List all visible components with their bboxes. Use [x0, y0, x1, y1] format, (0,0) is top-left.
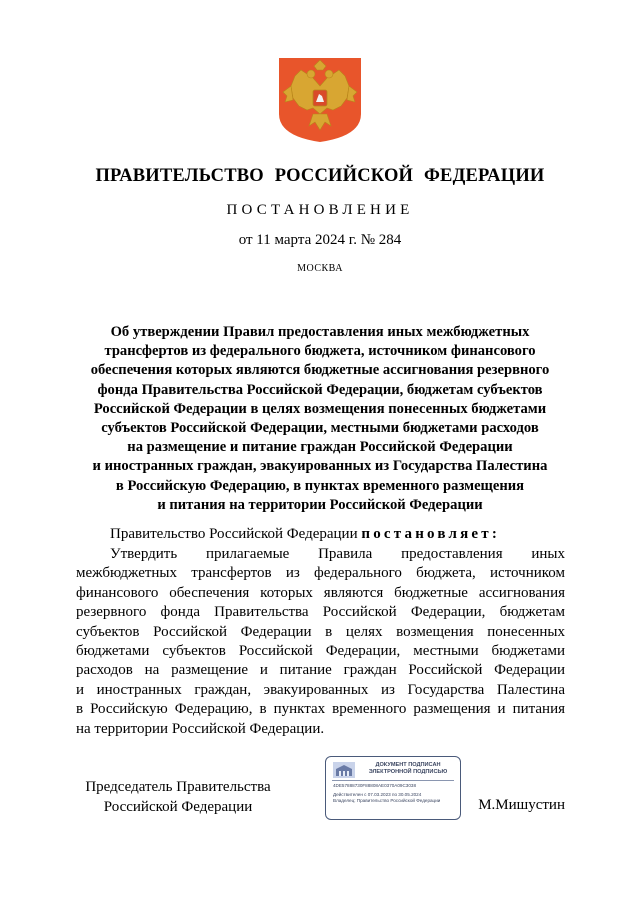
stamp-divider [332, 780, 454, 781]
position-line: Председатель Правительства [85, 779, 271, 795]
subject-line: на размещение и питание граждан Российской Федерации [127, 439, 513, 456]
subject-line: фонда Правительства Российской Федерации, бюджетам субъектов [97, 381, 543, 398]
body-line: бюджетами субъектов Российской Федерации, местными бюджетами [76, 643, 565, 660]
preamble-verb: постановляет: [361, 526, 501, 542]
body-line: субъектов Российской Федерации в целях возмещения понесенных [76, 623, 565, 640]
body-line: в Российскую Федерацию, в пунктах временного размещения и питания [76, 701, 565, 718]
body-line: Утвердить прилагаемые Правила предоставления иных [110, 546, 565, 562]
signatory-position [78, 778, 278, 817]
position-line: Российской Федерации [103, 798, 253, 815]
subject-line: и питания на территории Российской Федерации [157, 496, 483, 513]
body-line: финансового обеспечения которых являются бюджетные ассигнования [76, 584, 565, 601]
body-line: и иностранных граждан, эвакуированных из Государства Палестина [76, 681, 565, 698]
stamp-owner: Владелец: Правительство Российской Федерации [333, 797, 441, 803]
decree-date-number: от 11 марта 2024 г. № 284 [238, 232, 402, 248]
body-line: межбюджетных трансфертов из федерального бюджета, источником [76, 565, 565, 582]
stamp-valid-dates: Действителен с 07.03.2023 по 30.05.2024 [333, 792, 422, 797]
preamble [110, 526, 500, 543]
stamp-validity [333, 792, 455, 803]
decree-body [76, 545, 565, 739]
subject-line: трансфертов из федерального бюджета, источником финансового [104, 343, 536, 360]
document-type: ПОСТАНОВЛЕНИЕ [226, 202, 414, 218]
subject-line: субъектов Российской Федерации, местными бюджетами расходов [101, 420, 539, 437]
city-name: МОСКВА [297, 263, 343, 274]
body-line: резервного фонда Правительства Российской Федерации, бюджетам [76, 604, 565, 621]
subject-line: Российской Федерации в целях возмещения понесенных бюджетами [93, 400, 547, 417]
body-line: на территории Российской Федерации. [76, 720, 325, 737]
electronic-signature-stamp [325, 756, 461, 820]
body-line: расходов на размещение и питание граждан Российской Федерации [76, 662, 565, 679]
subject-line: в Российскую Федерацию, в пунктах временного размещения [115, 477, 525, 494]
stamp-title-line: ДОКУМЕНТ ПОДПИСАН [375, 762, 441, 768]
signatory-name: М.Мишустин [478, 797, 565, 813]
subject-line: Об утверждении Правил предоставления иных межбюджетных [110, 324, 530, 340]
decree-subject [70, 323, 570, 515]
government-title: ПРАВИТЕЛЬСТВО РОССИЙСКОЙ ФЕДЕРАЦИИ [95, 166, 545, 186]
subject-line: и иностранных граждан, эвакуированных из Государства Палестина [92, 458, 548, 475]
preamble-text: Правительство Российской Федерации [110, 526, 362, 542]
stamp-certificate: 4DE57888730F88808AE0370A09C3038 [333, 783, 417, 788]
stamp-title [358, 762, 458, 776]
stamp-title-line: ЭЛЕКТРОННОЙ ПОДПИСЬЮ [368, 769, 448, 775]
coat-of-arms-emblem [277, 56, 363, 144]
subject-line: обеспечения которых являются бюджетные ассигнования резервного [90, 362, 550, 379]
stamp-emblem-icon [333, 762, 355, 778]
